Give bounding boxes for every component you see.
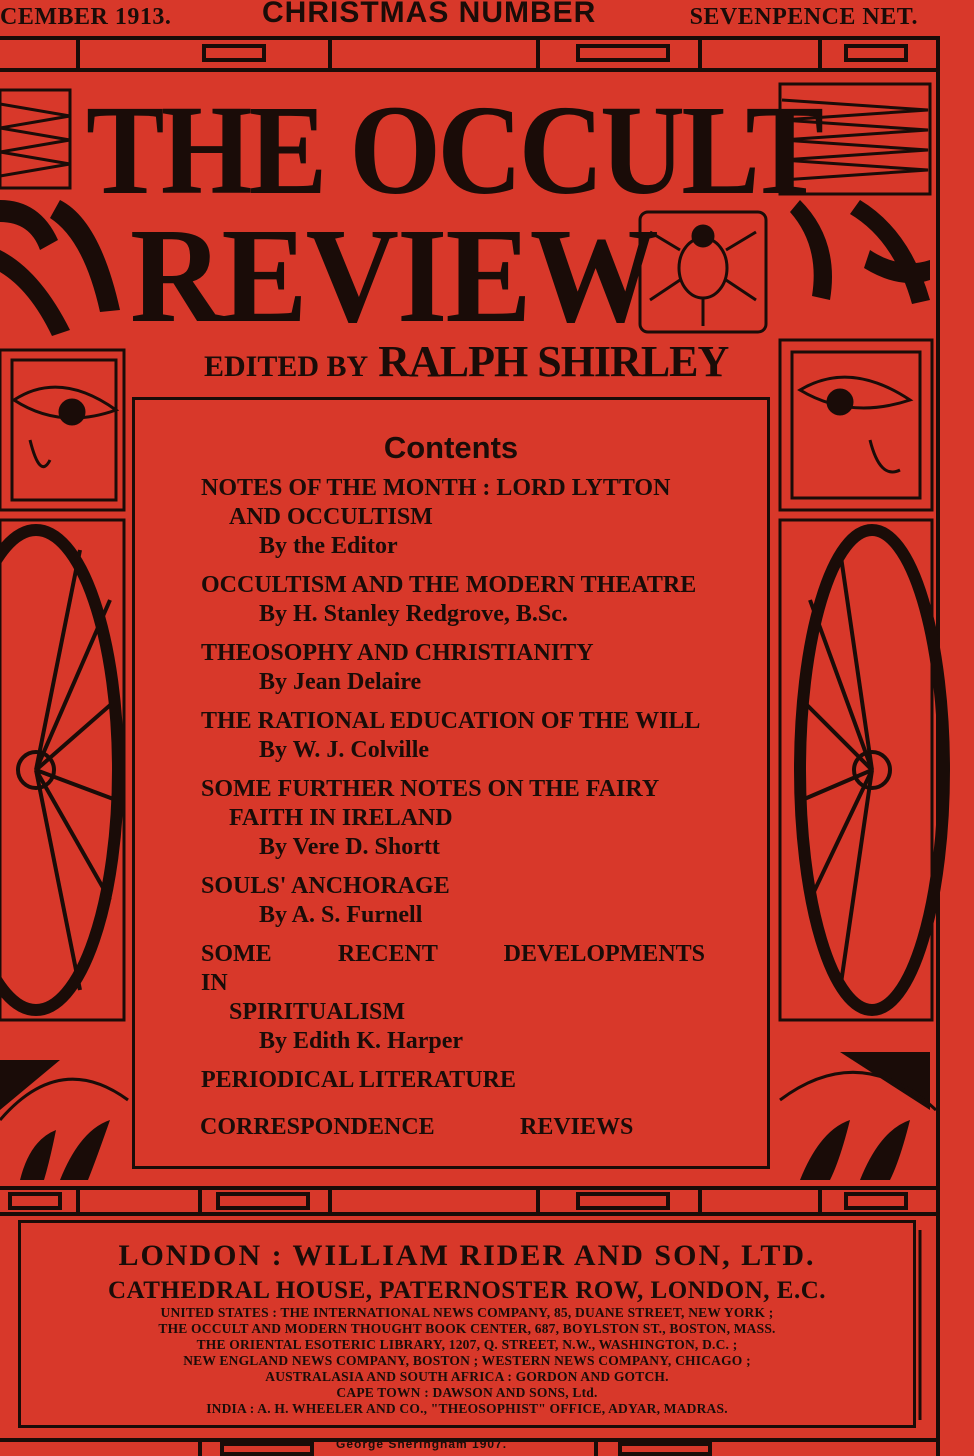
entry-title-line: SOME RECENT DEVELOPMENTS IN (201, 941, 705, 996)
contents-entry (201, 707, 705, 765)
agent-line: CAPE TOWN : DAWSON AND SONS, Ltd. (336, 1385, 598, 1400)
contents-heading: Contents (383, 430, 519, 465)
publisher-name: LONDON : WILLIAM RIDER AND SON, LTD. (118, 1239, 816, 1272)
agent-line: NEW ENGLAND NEWS COMPANY, BOSTON ; WESTERN NEWS COMPANY, CHICAGO ; (183, 1353, 751, 1368)
entry-title (201, 474, 705, 532)
publisher-address: CATHEDRAL HOUSE, PATERNOSTER ROW, LONDON, E.C. (107, 1277, 827, 1304)
entry-title-line: SOME FURTHER NOTES ON THE FAIRY (201, 776, 660, 802)
entry-title-line: SOULS' ANCHORAGE (201, 873, 450, 899)
contents-entry (201, 1066, 705, 1095)
issue-label: CHRISTMAS NUMBER (262, 0, 597, 29)
entry-title (201, 940, 705, 1027)
entry-author: By W. J. Colville (259, 737, 430, 763)
entry-author: By Edith K. Harper (259, 1028, 464, 1054)
contents-panel (132, 397, 770, 1169)
entry-author: By Jean Delaire (259, 669, 422, 695)
agent-line: THE OCCULT AND MODERN THOUGHT BOOK CENTER, 687, BOYLSTON ST., BOSTON, MASS. (158, 1321, 776, 1336)
magazine-title-line1: THE OCCULT (86, 79, 821, 221)
magazine-title-line2: REVIEW (130, 201, 658, 351)
entry-title-reviews: REVIEWS (520, 1114, 634, 1140)
agent-line: THE ORIENTAL ESOTERIC LIBRARY, 1207, Q. STREET, N.W., WASHINGTON, D.C. ; (196, 1337, 738, 1352)
contents-entry (201, 474, 705, 561)
editor-prefix: EDITED BY (204, 350, 369, 383)
entry-author: By the Editor (259, 533, 398, 559)
entry-title (201, 872, 705, 901)
publisher-panel (18, 1220, 916, 1428)
entry-title-line: OCCULTISM AND THE MODERN THEATRE (201, 572, 697, 598)
editor-credit (204, 336, 728, 387)
contents-entry (201, 775, 705, 862)
agent-line: UNITED STATES : THE INTERNATIONAL NEWS COMPANY, 85, DUANE STREET, NEW YORK ; (160, 1305, 774, 1320)
agent-line: AUSTRALASIA AND SOUTH AFRICA : GORDON AND GOTCH. (265, 1369, 669, 1384)
contents-entry (201, 639, 705, 697)
entry-title-continuation: AND OCCULTISM (229, 504, 433, 530)
entry-author: By A. S. Furnell (259, 902, 423, 928)
contents-entry (201, 571, 705, 629)
entry-title (201, 639, 705, 668)
entry-author: By H. Stanley Redgrove, B.Sc. (259, 601, 568, 627)
contents-list (201, 474, 705, 1105)
contents-entry (201, 940, 705, 1056)
contents-entry (201, 872, 705, 930)
entry-title-periodical: PERIODICAL LITERATURE (201, 1067, 516, 1093)
entry-title-line: THEOSOPHY AND CHRISTIANITY (201, 640, 594, 666)
entry-title (201, 775, 705, 833)
editor-name: RALPH SHIRLEY (378, 337, 729, 386)
entry-title (201, 571, 705, 600)
entry-title-continuation: FAITH IN IRELAND (229, 805, 453, 831)
agent-line: INDIA : A. H. WHEELER AND CO., "THEOSOPHIST" OFFICE, ADYAR, MADRAS. (206, 1401, 728, 1416)
price-label: SEVENPENCE NET. (689, 4, 918, 30)
entry-title-correspondence: CORRESPONDENCE (200, 1114, 435, 1140)
issue-date: CEMBER 1913. (0, 4, 172, 30)
entry-title-line: THE RATIONAL EDUCATION OF THE WILL (201, 708, 701, 734)
entry-title-continuation: SPIRITUALISM (229, 999, 406, 1025)
entry-title-line: NOTES OF THE MONTH : LORD LYTTON (201, 475, 671, 501)
artist-signature: George Sheringham 1907. (336, 1437, 508, 1451)
entry-title (201, 707, 705, 736)
entry-author: By Vere D. Shortt (259, 834, 440, 860)
